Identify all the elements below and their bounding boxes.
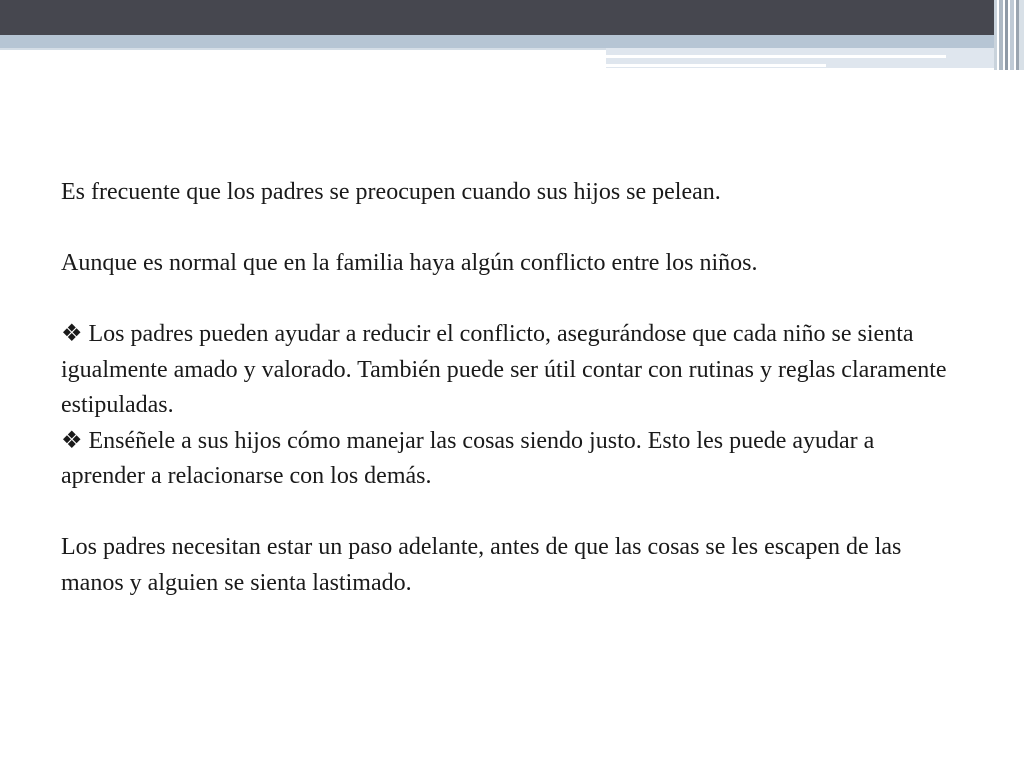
header-tab-line [606,55,946,58]
paragraph-intro: Es frecuente que los padres se preocupen cuando sus hijos se pelean. [61,179,721,205]
slide-body [61,175,961,601]
bullet-item [61,424,961,495]
paragraph-normal-conflict: Aunque es normal que en la familia haya algún conflicto entre los niños. [61,250,758,276]
header-stripes [994,0,1024,70]
header-tab-line [606,64,826,67]
paragraph-conclusion: Los padres necesitan estar un paso adelante, antes de que las cosas se les escapen de las manos y alguien se sienta lastimado. [61,534,902,596]
header-band-thin [0,48,606,50]
header-band-blue [0,35,1024,48]
diamond-bullet-icon: ❖ [61,321,83,347]
bullet-item [61,317,961,424]
bullet-text: Los padres pueden ayudar a reducir el conflicto, asegurándose que cada niño se sienta igualmente amado y valorado. También puede ser útil contar con rutinas y reglas claramente estipuladas. [61,321,947,418]
bullet-text: Enséñele a sus hijos cómo manejar las cosas siendo justo. Esto les puede ayudar a aprender a relacionarse con los demás. [61,427,875,489]
header-band-dark [0,0,1024,35]
diamond-bullet-icon: ❖ [61,427,83,454]
